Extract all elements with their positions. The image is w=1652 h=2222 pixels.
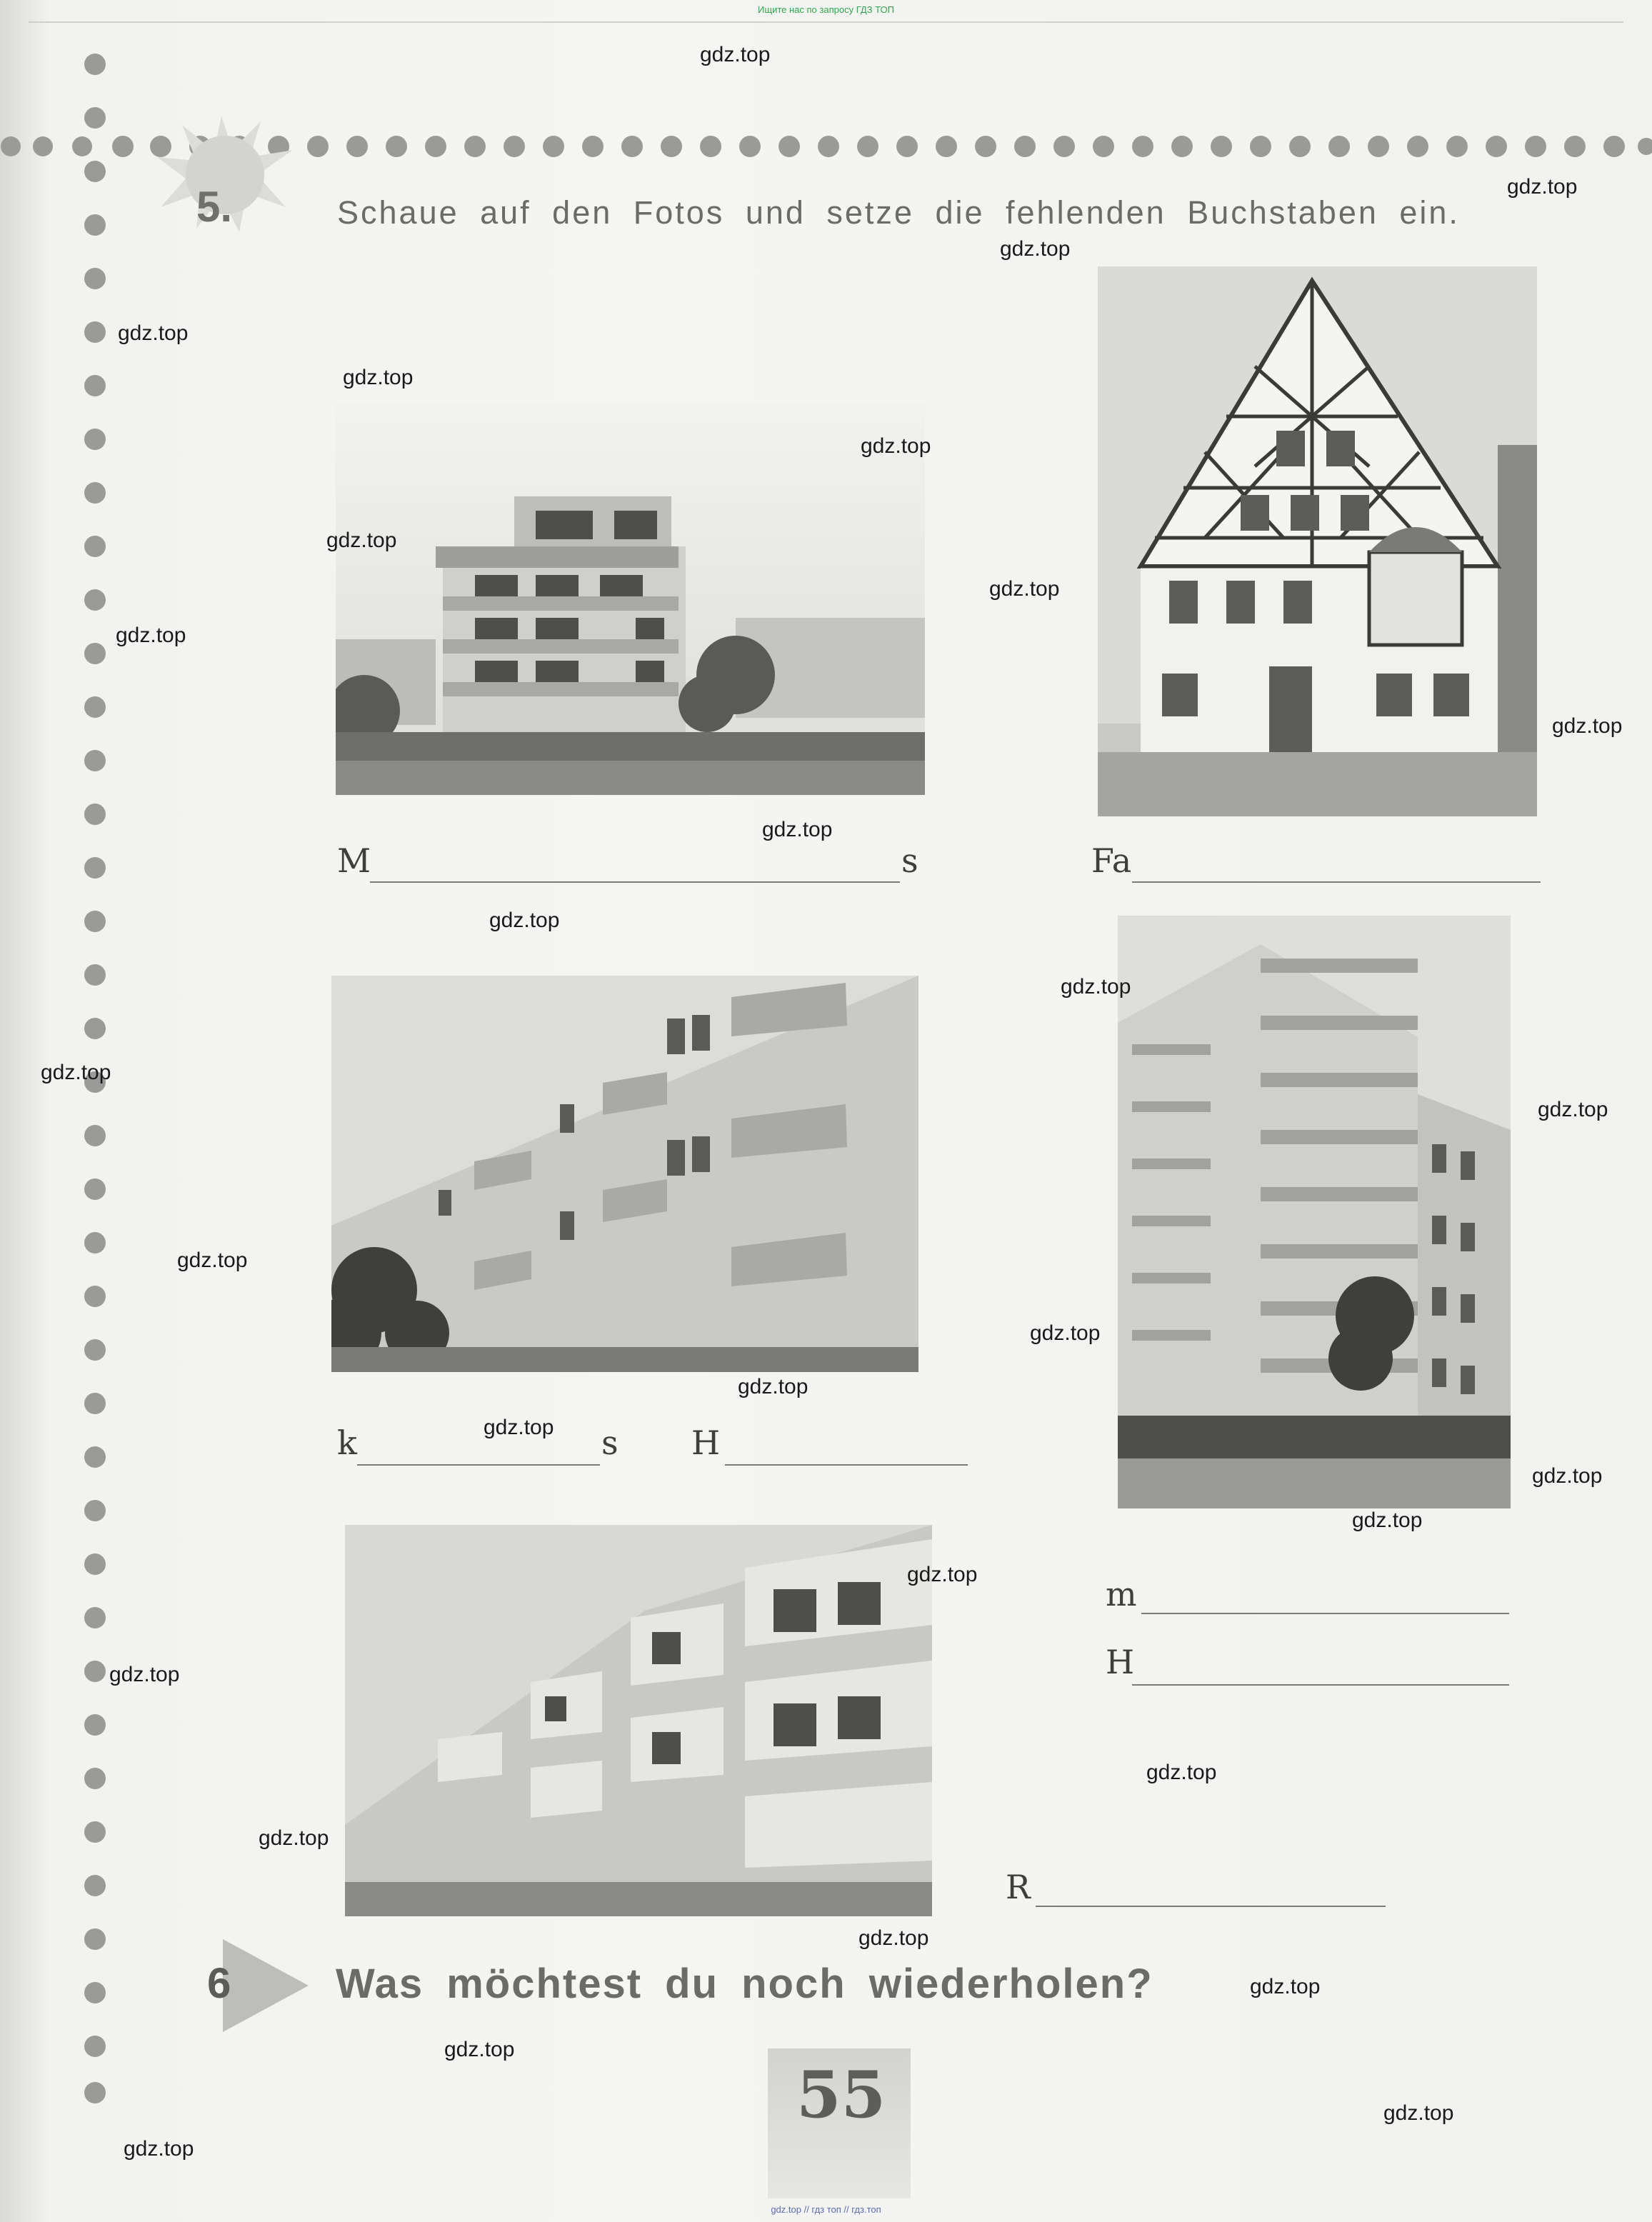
watermark: gdz.top <box>1532 1464 1603 1488</box>
exercise-6-number: 6 <box>207 1959 231 2007</box>
word-2-start: Fa <box>1091 841 1132 880</box>
watermark: gdz.top <box>1538 1098 1608 1121</box>
watermark: gdz.top <box>124 2137 194 2161</box>
watermark: gdz.top <box>484 1416 554 1439</box>
exercise-5-badge <box>154 107 296 236</box>
word-6-start: R <box>1006 1868 1031 1906</box>
exercise-5-number: 5. <box>196 183 233 231</box>
top-banner[interactable]: Ищите нас по запросу ГДЗ ТОП <box>758 4 894 15</box>
page-number: 55 <box>796 2057 886 2133</box>
watermark: gdz.top <box>489 909 560 932</box>
watermark: gdz.top <box>907 1563 978 1586</box>
photo-half-timbered-house <box>1098 266 1537 816</box>
watermark: gdz.top <box>177 1248 248 1272</box>
watermark: gdz.top <box>861 434 931 458</box>
watermark: gdz.top <box>1383 2101 1454 2125</box>
photo-apartment-row <box>345 1525 932 1916</box>
watermark: gdz.top <box>343 366 414 389</box>
watermark: gdz.top <box>1250 1975 1321 1998</box>
watermark: gdz.top <box>989 577 1060 601</box>
word-5-start: H <box>1106 1643 1135 1681</box>
watermark: gdz.top <box>116 624 186 647</box>
watermark: gdz.top <box>1507 175 1578 199</box>
photo-apartment-balconies <box>331 976 918 1372</box>
watermark: gdz.top <box>762 818 833 841</box>
word-1-start: M <box>337 841 371 880</box>
word-3-start: k <box>337 1423 357 1462</box>
watermark: gdz.top <box>858 1926 929 1950</box>
word-4-blank[interactable] <box>1141 1613 1509 1614</box>
photo-tall-building <box>1118 916 1511 1508</box>
word-3-mid2: H <box>691 1423 721 1462</box>
photo-modern-house <box>336 404 925 795</box>
watermark: gdz.top <box>700 43 771 66</box>
word-1-blank[interactable] <box>370 881 900 883</box>
word-5-blank[interactable] <box>1132 1684 1509 1686</box>
word-3-blank-b[interactable] <box>725 1464 968 1466</box>
word-6-blank[interactable] <box>1036 1906 1386 1907</box>
footer-links[interactable]: gdz.top // гдз топ // гдз.топ <box>771 2204 881 2215</box>
top-rule <box>29 21 1623 23</box>
watermark: gdz.top <box>326 529 397 552</box>
watermark: gdz.top <box>259 1826 329 1850</box>
word-3-mid1: s <box>601 1423 619 1462</box>
watermark: gdz.top <box>1146 1761 1217 1784</box>
word-1-end: s <box>901 841 918 880</box>
exercise-5-instruction: Schaue auf den Fotos und setze die fehlenden Buchstaben ein. <box>337 194 1460 231</box>
word-4-start: m <box>1106 1575 1137 1613</box>
watermark: gdz.top <box>1000 237 1071 261</box>
watermark: gdz.top <box>1352 1508 1423 1532</box>
watermark: gdz.top <box>41 1061 111 1084</box>
watermark: gdz.top <box>1552 714 1623 738</box>
exercise-6-question: Was möchtest du noch wiederholen? <box>336 1961 1153 2007</box>
word-2-blank[interactable] <box>1132 881 1541 883</box>
watermark: gdz.top <box>118 321 189 345</box>
watermark: gdz.top <box>738 1375 809 1398</box>
watermark: gdz.top <box>1030 1321 1101 1345</box>
watermark: gdz.top <box>1061 975 1131 999</box>
watermark: gdz.top <box>444 2038 515 2061</box>
word-3-blank-a[interactable] <box>357 1464 600 1466</box>
watermark: gdz.top <box>109 1663 180 1686</box>
